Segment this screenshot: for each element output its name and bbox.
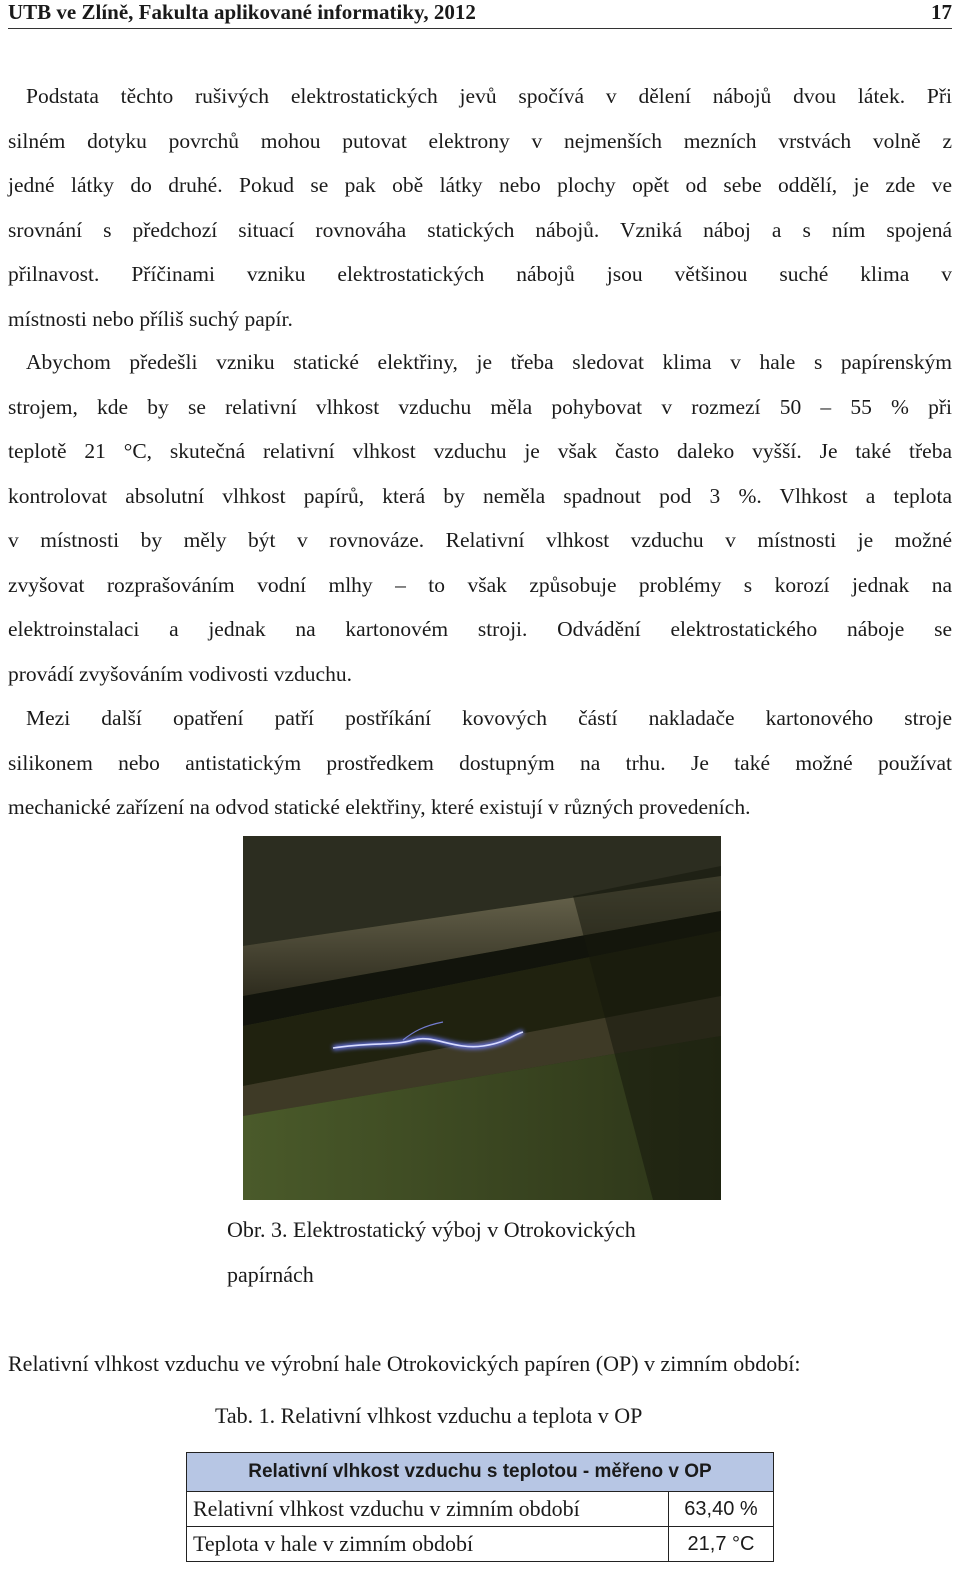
text-line: elektroinstalaci a jednak na kartonovém stroji. Odvádění elektrostatického náboje se [8,617,952,641]
figure-caption-line: papírnách [227,1261,314,1287]
text-line: mechanické zařízení na odvod statické elektřiny, které existují v různých provedeních. [8,795,751,819]
text-line: Abychom předešli vzniku statické elektřiny, je třeba sledovat klima v hale s papírenským [26,350,952,374]
table-header-row [187,1453,774,1492]
text-line: silikonem nebo antistatickým prostředkem dostupným na trhu. Je také možné používat [8,750,952,775]
text-line: Podstata těchto rušivých elektrostatických jevů spočívá v dělení nábojů dvou látek. Při [26,84,952,108]
electrostatic-discharge-photo [243,836,721,1200]
figure-caption [227,1208,747,1297]
table-header: Relativní vlhkost vzduchu s teplotou - měřeno v OP [187,1453,774,1492]
table-cell-label: Teplota v hale v zimním období [187,1527,669,1562]
paragraph-2 [8,340,952,696]
header-title: UTB ve Zlíně, Fakulta aplikované informatiky, 2012 [8,0,476,24]
table-row [187,1492,774,1527]
text-line: srovnání s předchozí situací rovnováha statických nábojů. Vzniká náboj a s ním spojená [8,217,952,242]
text-line: Mezi další opatření patří postříkání kovových částí nakladače kartonového stroje [26,706,952,730]
text-line: jedné látky do druhé. Pokud se pak obě látky nebo plochy opět od sebe oddělí, je zde ve [8,173,952,197]
text-line: strojem, kde by se relativní vlhkost vzduchu měla pohybovat v rozmezí 50 – 55 % při [8,394,952,419]
table-caption: Tab. 1. Relativní vlhkost vzduchu a teplota v OP [215,1403,643,1428]
page-header [8,0,952,29]
table-cell-label: Relativní vlhkost vzduchu v zimním období [187,1492,669,1527]
text-line: provádí zvyšováním vodivosti vzduchu. [8,661,352,686]
paragraph-3 [8,696,952,830]
paragraph-1 [8,74,952,341]
table-row [187,1527,774,1562]
table-intro-text: Relativní vlhkost vzduchu ve výrobní hale Otrokovických papíren (OP) v zimním období: [8,1351,801,1376]
humidity-table [186,1452,774,1562]
text-line: zvyšovat rozprašováním vodní mlhy – to však způsobuje problémy s korozí jednak na [8,572,952,597]
text-line: silném dotyku povrchů mohou putovat elektrony v nejmenších mezních vrstvách volně z [8,128,952,153]
text-line: teplotě 21 °C, skutečná relativní vlhkost vzduchu je však často daleko vyšší. Je také třeba [8,439,952,463]
figure-caption-line: Obr. 3. Elektrostatický výboj v Otrokovických [227,1217,636,1242]
page-number: 17 [931,0,952,24]
text-line: přilnavost. Příčinami vzniku elektrostatických nábojů jsou většinou suché klima v [8,262,952,286]
text-line: místnosti nebo příliš suchý papír. [8,306,293,331]
table-cell-value: 63,40 % [669,1492,774,1527]
text-line: kontrolovat absolutní vlhkost papírů, která by neměla spadnout pod 3 %. Vlhkost a teplota [8,483,952,508]
text-line: v místnosti by měly být v rovnováze. Relativní vlhkost vzduchu v místnosti je možné [8,528,952,552]
table-cell-value: 21,7 °C [669,1527,774,1562]
